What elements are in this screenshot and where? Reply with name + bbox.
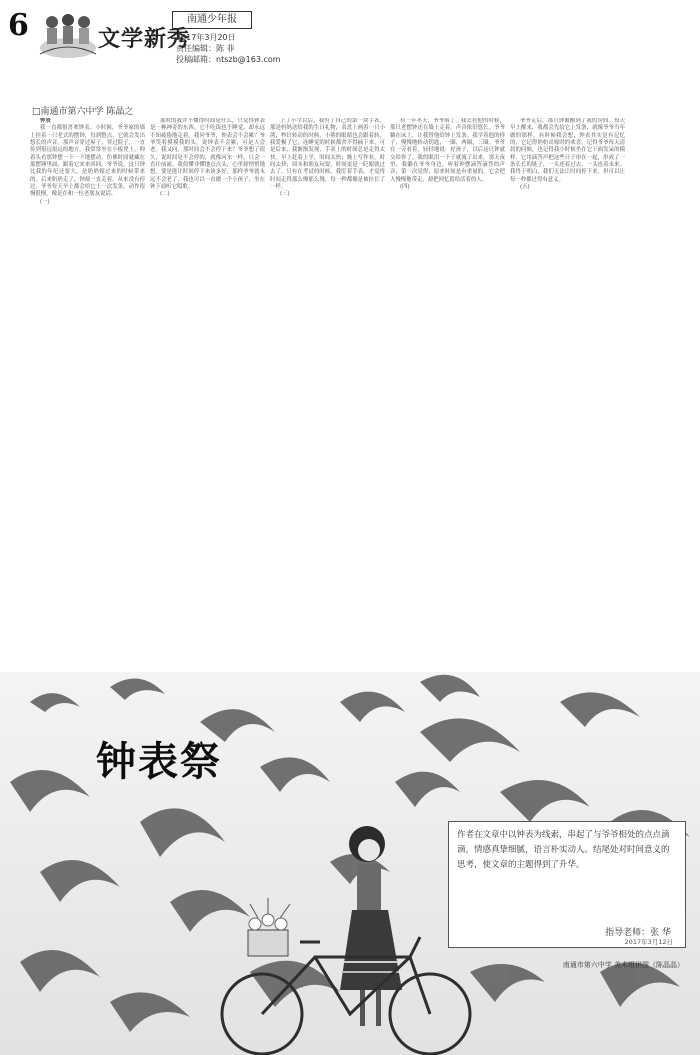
feature-title: 钟表祭: [96, 739, 222, 785]
column-text: 有一年冬天，爷爷病了。我去看他的时候，那只老摆钟还在墙上走着，声音依旧悠长。爷爷躺在床上，让我替他给钟上发条。我学着他的样子，慢慢地转动钥匙，一圈，两圈，三圈。爷爷在一旁看着，轻轻地说：好孩子，以后这只钟就交给你了。我的眼泪一下子就流了出来。那天夜里，我躺在爷爷身边，听着钟摆滴答滴答的声音，第一次觉得，原来时间是有重量的，它会把人慢慢地带走，却把回忆留给活着的人。: [390, 118, 505, 183]
section-mark: (二): [160, 191, 170, 198]
issue-date: 2017年3月20日: [176, 33, 236, 42]
section-mark: (四): [400, 184, 410, 191]
newspaper-name: 南通少年报: [172, 11, 252, 29]
submission-email: 投稿邮箱：ntszb@163.com: [176, 55, 281, 64]
column-text: 那时的我并不懂得时间是什么，只觉得钟表是一种神奇的东西。它不吃饭也不睡觉，却永远不知疲倦地走着。我问爷爷，钟表会不会累？爷爷笑着摸摸我的头，说钟表不会累，可是人会老。我又问，那时间会不会停下来？爷爷想了很久，说时间是不会停的，就像河水一样，只会一直往前流。我似懂非懂地点点头，心里却悄悄地想，要是能让时间停下来该多好，那样爷爷就永远不会老了，我也可以一直做一个小孩子，坐在钟下面听它唱歌。: [150, 118, 265, 191]
column-text: 爷爷走后，那只钟被搬到了我的房间。每天早上醒来，我都会先给它上发条，就像爷爷当年做的那样。有时候我会想，钟表其实是有记忆的，它记得奶奶出嫁时的欢喜，记得爷爷每天清晨的问候，也记得我小时候坐在它下面发呆的模样。它用滴答声把这些日子串在一起，串成了一条长长的链子，一头连着过去，一头连着未来。我终于明白，我们无法让时间停下来，但可以让每一秒都过得有意义。: [510, 118, 625, 183]
section-mark: (一): [40, 198, 50, 205]
section-mark: (五): [520, 184, 530, 191]
article-column-3: [270, 118, 385, 666]
illustration-caption: 南通市第六中学 美术组供图（陈晶晶）: [562, 961, 684, 969]
page-number: 6: [8, 8, 29, 43]
article-column-1: [30, 118, 145, 666]
article-column-5: [510, 118, 625, 666]
article-column-4: [390, 118, 505, 666]
column-text: 上了小学以后，我有了自己的第一块手表。那是妈妈送给我的生日礼物，表盘上画着一只小熊，秒针转动的时候，小熊的眼睛也会跟着转。我爱极了它，连睡觉的时候都舍不得摘下来。可是后来，我渐渐发现，手表上的时间总是走得太快。早上赶着上学，时间太快；晚上写作业，时间太快；周末和朋友玩耍，时间更是一眨眼就过去了。只有在考试的时候，我盯着手表，才觉得时间走得那么慢那么慢，每一秒都像是被拉长了一样。: [270, 118, 385, 191]
column-text: 我一直都很喜欢钟表。小时候，爷爷家的墙上挂着一只老式的摆钟，每到整点，它就会发出悠长的声音。那声音穿过屋子，穿过院子，一直传到很远很远的地方。我常常坐在小板凳上，仰着头看那钟摆一下一下地摆动，仿佛时间就藏在那摆锤里面，跟着它来来回回。爷爷说，这只钟比我的年纪还要大，是奶奶嫁过来的时候带来的。后来奶奶走了，钟却一直走着，从来没有停过。爷爷每天早上都会给它上一次发条，动作很慢很慢，像是在和一位老朋友说话。: [30, 125, 145, 198]
article-byline: □南通市第六中学 陈晶之: [32, 107, 134, 117]
article-column-2: [150, 118, 265, 666]
masthead: [0, 0, 700, 95]
editor-credit: 责任编辑：陈 菲: [176, 44, 235, 53]
children-illustration: [38, 10, 98, 62]
article-title: 钟表: [40, 118, 51, 124]
teacher-comment-box: [448, 821, 686, 948]
teacher-signature: 指导老师：张 华: [605, 928, 671, 938]
section-title: 文学新秀: [98, 26, 191, 52]
section-mark: (三): [280, 191, 290, 198]
note-date: 2017年3月12日: [624, 938, 673, 946]
teacher-comment-text: 作者在文章中以钟表为线索，串起了与爷爷相处的点点滴滴，情感真挚细腻，语言朴实动人。结尾处对时间意义的思考，使文章的主题得到了升华。: [457, 830, 670, 870]
